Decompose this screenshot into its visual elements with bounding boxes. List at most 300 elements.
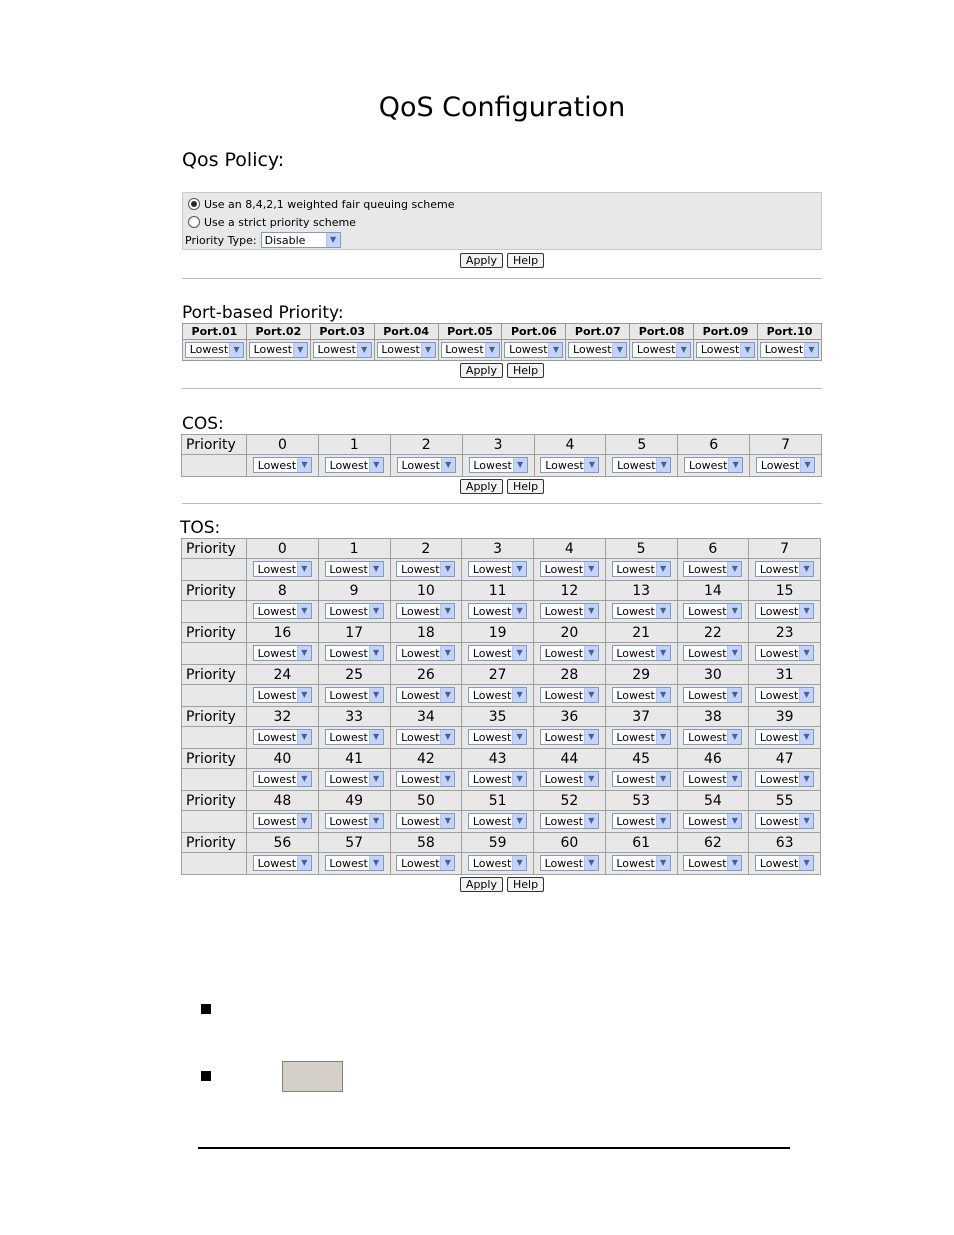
port-header: Port.08: [630, 324, 694, 340]
priority-level: 58: [390, 833, 462, 853]
chevron-down-icon: ▼: [297, 458, 311, 472]
priority-level: 11: [462, 581, 534, 601]
priority-select-value: Lowest: [401, 458, 440, 472]
priority-select-cell: [390, 811, 462, 833]
priority-level: 21: [605, 623, 677, 643]
blank-cell: [182, 559, 247, 581]
cos-apply-button[interactable]: Apply: [460, 479, 503, 494]
chevron-down-icon: ▼: [727, 604, 741, 618]
priority-select-cell: [247, 685, 319, 707]
priority-select-value: Lowest: [764, 343, 804, 357]
priority-type-select[interactable]: [261, 232, 341, 248]
priority-select[interactable]: [755, 645, 814, 661]
priority-select[interactable]: [612, 561, 671, 577]
chevron-down-icon: ▼: [297, 856, 311, 870]
priority-select-value: Lowest: [544, 688, 584, 702]
chevron-down-icon: ▼: [440, 562, 454, 576]
priority-select-value: Lowest: [688, 814, 727, 828]
priority-select-value: Lowest: [257, 458, 297, 472]
chevron-down-icon: ▼: [727, 730, 741, 744]
priority-level: 32: [247, 707, 319, 727]
port-priority-cell: [566, 340, 630, 361]
priority-select-value: Lowest: [544, 730, 584, 744]
chevron-down-icon: ▼: [512, 856, 526, 870]
chevron-down-icon: ▼: [440, 814, 454, 828]
priority-select-value: Lowest: [329, 646, 368, 660]
priority-select[interactable]: [325, 645, 384, 661]
chevron-down-icon: ▼: [369, 562, 383, 576]
priority-select[interactable]: [540, 603, 599, 619]
priority-select-cell: [749, 643, 821, 665]
priority-select-value: Lowest: [759, 856, 799, 870]
qos-policy-apply-button[interactable]: Apply: [460, 253, 503, 268]
priority-select-cell: [749, 811, 821, 833]
priority-select[interactable]: [683, 687, 742, 703]
priority-select-value: Lowest: [472, 688, 512, 702]
priority-select[interactable]: [612, 813, 671, 829]
tos-title: TOS:: [180, 518, 221, 538]
chevron-down-icon: ▼: [297, 562, 311, 576]
priority-select-cell: [318, 727, 390, 749]
priority-select-value: Lowest: [257, 688, 297, 702]
priority-select[interactable]: [612, 855, 671, 871]
priority-select[interactable]: [760, 342, 819, 358]
priority-select-value: Lowest: [759, 730, 799, 744]
priority-select-cell: [318, 685, 390, 707]
priority-level: 6: [678, 435, 750, 455]
chevron-down-icon: ▼: [800, 458, 814, 472]
priority-select[interactable]: [683, 771, 742, 787]
priority-select-cell: [247, 727, 319, 749]
chevron-down-icon: ▼: [440, 646, 454, 660]
priority-select-cell: [606, 455, 678, 477]
priority-select-cell: [677, 811, 749, 833]
priority-select[interactable]: [540, 813, 599, 829]
priority-level: 3: [462, 435, 534, 455]
priority-select-value: Lowest: [329, 814, 368, 828]
priority-select[interactable]: [469, 457, 528, 473]
priority-select[interactable]: [396, 603, 455, 619]
priority-level: 20: [534, 623, 606, 643]
priority-select[interactable]: [755, 771, 814, 787]
strict-scheme-radio[interactable]: [188, 216, 200, 228]
priority-select[interactable]: [755, 687, 814, 703]
priority-select[interactable]: [468, 729, 527, 745]
chevron-down-icon: ▼: [799, 772, 813, 786]
chevron-down-icon: ▼: [512, 562, 526, 576]
priority-select-value: Lowest: [688, 646, 727, 660]
chevron-down-icon: ▼: [297, 730, 311, 744]
priority-select-cell: [390, 643, 462, 665]
priority-select[interactable]: [468, 813, 527, 829]
priority-select-cell: [534, 727, 606, 749]
chevron-down-icon: ▼: [513, 458, 527, 472]
priority-select-value: Lowest: [329, 730, 368, 744]
priority-select[interactable]: [397, 457, 456, 473]
priority-select-value: Lowest: [688, 688, 727, 702]
chevron-down-icon: ▼: [512, 814, 526, 828]
priority-level: 8: [247, 581, 319, 601]
priority-select[interactable]: [540, 771, 599, 787]
priority-select-cell: [534, 601, 606, 623]
priority-select-cell: [677, 727, 749, 749]
priority-level: 46: [677, 749, 749, 769]
divider: [182, 278, 822, 279]
priority-level: 5: [606, 435, 678, 455]
priority-select[interactable]: [468, 855, 527, 871]
priority-select[interactable]: [325, 561, 384, 577]
priority-select-cell: [534, 559, 606, 581]
blank-cell: [182, 601, 247, 623]
priority-level: 44: [534, 749, 606, 769]
chevron-down-icon: ▼: [656, 458, 670, 472]
priority-level: 10: [390, 581, 462, 601]
chevron-down-icon: ▼: [728, 458, 742, 472]
priority-level: 28: [534, 665, 606, 685]
priority-select[interactable]: [396, 645, 455, 661]
chevron-down-icon: ▼: [727, 772, 741, 786]
chevron-down-icon: ▼: [297, 772, 311, 786]
blank-cell: [182, 455, 247, 477]
qos-policy-help-button[interactable]: Help: [507, 253, 544, 268]
priority-row-label: Priority: [182, 581, 247, 601]
priority-select-cell: [247, 601, 319, 623]
priority-select-cell: [534, 853, 606, 875]
cos-help-button[interactable]: Help: [507, 479, 544, 494]
priority-select[interactable]: [568, 342, 627, 358]
priority-select[interactable]: [696, 342, 755, 358]
chevron-down-icon: ▼: [297, 814, 311, 828]
priority-select[interactable]: [396, 771, 455, 787]
chevron-down-icon: ▼: [369, 604, 383, 618]
priority-level: 3: [462, 539, 534, 559]
priority-select[interactable]: [253, 457, 312, 473]
chevron-down-icon: ▼: [676, 343, 690, 357]
priority-select-value: Lowest: [544, 772, 584, 786]
priority-select[interactable]: [468, 645, 527, 661]
priority-select-cell: [605, 643, 677, 665]
priority-level: 43: [462, 749, 534, 769]
priority-select-value: Lowest: [329, 562, 368, 576]
priority-level: 9: [318, 581, 390, 601]
chevron-down-icon: ▼: [727, 814, 741, 828]
priority-select[interactable]: [253, 855, 312, 871]
priority-select-value: Lowest: [401, 604, 440, 618]
chevron-down-icon: ▼: [421, 343, 435, 357]
priority-select-cell: [318, 853, 390, 875]
strict-scheme-option[interactable]: [183, 213, 821, 231]
priority-select[interactable]: [540, 687, 599, 703]
footer-rule: [198, 1147, 790, 1149]
priority-select[interactable]: [683, 729, 742, 745]
priority-select[interactable]: [253, 729, 312, 745]
priority-level: 29: [605, 665, 677, 685]
priority-select-value: Lowest: [616, 772, 655, 786]
priority-select-cell: [677, 685, 749, 707]
weighted-scheme-option[interactable]: [183, 195, 821, 213]
priority-select-cell: [605, 769, 677, 791]
priority-select[interactable]: [468, 603, 527, 619]
priority-level: 63: [749, 833, 821, 853]
priority-level: 22: [677, 623, 749, 643]
priority-level: 2: [390, 435, 462, 455]
priority-select[interactable]: [683, 813, 742, 829]
priority-select-value: Lowest: [472, 730, 512, 744]
priority-select[interactable]: [612, 771, 671, 787]
tos-apply-button[interactable]: Apply: [460, 877, 503, 892]
priority-select-value: Lowest: [759, 688, 799, 702]
priority-select-cell: [605, 811, 677, 833]
priority-level: 33: [318, 707, 390, 727]
priority-select-cell: [247, 455, 319, 477]
priority-select-value: Lowest: [401, 730, 440, 744]
priority-select[interactable]: [755, 561, 814, 577]
priority-select[interactable]: [683, 855, 742, 871]
priority-select-value: Lowest: [544, 646, 584, 660]
priority-select[interactable]: [612, 645, 671, 661]
priority-select-value: Lowest: [544, 814, 584, 828]
priority-select[interactable]: [396, 729, 455, 745]
priority-select-cell: [749, 559, 821, 581]
chevron-down-icon: ▼: [548, 343, 562, 357]
cos-table: [181, 434, 822, 477]
priority-select[interactable]: [396, 561, 455, 577]
priority-select-value: Lowest: [616, 688, 655, 702]
chevron-down-icon: ▼: [512, 604, 526, 618]
priority-select[interactable]: [441, 342, 500, 358]
chevron-down-icon: ▼: [804, 343, 818, 357]
chevron-down-icon: ▼: [656, 856, 670, 870]
priority-select[interactable]: [683, 561, 742, 577]
priority-select[interactable]: [325, 813, 384, 829]
priority-select[interactable]: [253, 771, 312, 787]
priority-level: 6: [677, 539, 749, 559]
port-priority-cell: [438, 340, 502, 361]
priority-select-value: Lowest: [253, 343, 293, 357]
priority-select-cell: [462, 601, 534, 623]
chevron-down-icon: ▼: [369, 856, 383, 870]
tos-help-button[interactable]: Help: [507, 877, 544, 892]
priority-select-value: Lowest: [257, 772, 297, 786]
priority-level: 25: [318, 665, 390, 685]
priority-select[interactable]: [612, 687, 671, 703]
cos-buttons: [182, 479, 822, 494]
priority-select-value: Lowest: [381, 343, 420, 357]
priority-select[interactable]: [632, 342, 691, 358]
priority-row-label: Priority: [182, 833, 247, 853]
priority-select[interactable]: [540, 855, 599, 871]
priority-select-cell: [750, 455, 822, 477]
divider: [182, 388, 822, 389]
priority-select-value: Lowest: [759, 604, 799, 618]
chevron-down-icon: ▼: [727, 856, 741, 870]
priority-select[interactable]: [396, 855, 455, 871]
priority-select[interactable]: [253, 561, 312, 577]
priority-select-value: Lowest: [544, 604, 584, 618]
priority-select[interactable]: [468, 561, 527, 577]
priority-select[interactable]: [253, 603, 312, 619]
priority-select[interactable]: [755, 813, 814, 829]
priority-select-cell: [318, 769, 390, 791]
priority-select-cell: [390, 727, 462, 749]
chevron-down-icon: ▼: [799, 604, 813, 618]
priority-select[interactable]: [755, 855, 814, 871]
priority-select[interactable]: [612, 457, 671, 473]
priority-select-value: Lowest: [759, 772, 799, 786]
qos-policy-title: Qos Policy:: [182, 149, 285, 171]
priority-select-value: Lowest: [616, 856, 655, 870]
port-priority-apply-button[interactable]: Apply: [460, 363, 503, 378]
priority-row-label: Priority: [182, 791, 247, 811]
priority-select-cell: [247, 853, 319, 875]
chevron-down-icon: ▼: [229, 343, 243, 357]
port-header: Port.04: [374, 324, 438, 340]
qos-policy-panel: [182, 192, 822, 250]
square-bullet-icon: [201, 1004, 211, 1014]
priority-level: 36: [534, 707, 606, 727]
priority-level: 37: [605, 707, 677, 727]
priority-select[interactable]: [540, 457, 599, 473]
port-priority-cell: [246, 340, 310, 361]
port-priority-buttons: [182, 363, 822, 378]
chevron-down-icon: ▼: [369, 458, 383, 472]
weighted-scheme-label: Use an 8,4,2,1 weighted fair queuing scheme: [204, 197, 455, 211]
priority-select[interactable]: [253, 687, 312, 703]
priority-select[interactable]: [468, 687, 527, 703]
priority-level: 1: [318, 539, 390, 559]
priority-level: 51: [462, 791, 534, 811]
priority-select-value: Lowest: [616, 604, 655, 618]
priority-select[interactable]: [396, 813, 455, 829]
chevron-down-icon: ▼: [656, 604, 670, 618]
port-priority-help-button[interactable]: Help: [507, 363, 544, 378]
chevron-down-icon: ▼: [512, 646, 526, 660]
priority-level: 56: [247, 833, 319, 853]
priority-select[interactable]: [249, 342, 308, 358]
chevron-down-icon: ▼: [369, 772, 383, 786]
priority-select-value: Lowest: [688, 604, 727, 618]
port-header: Port.03: [310, 324, 374, 340]
priority-select-cell: [749, 769, 821, 791]
priority-select[interactable]: [185, 342, 244, 358]
priority-select-value: Lowest: [472, 814, 512, 828]
priority-select-value: Lowest: [445, 343, 484, 357]
priority-select-cell: [318, 601, 390, 623]
priority-select-cell: [605, 559, 677, 581]
priority-level: 13: [605, 581, 677, 601]
priority-select[interactable]: [253, 813, 312, 829]
priority-select-cell: [318, 455, 390, 477]
priority-select-cell: [390, 769, 462, 791]
priority-select[interactable]: [325, 603, 384, 619]
chevron-down-icon: ▼: [584, 458, 598, 472]
priority-row-label: Priority: [182, 539, 247, 559]
priority-select-cell: [605, 727, 677, 749]
square-bullet-icon: [201, 1071, 211, 1081]
priority-select-value: Lowest: [257, 646, 297, 660]
priority-select[interactable]: [683, 603, 742, 619]
priority-select[interactable]: [540, 729, 599, 745]
priority-select[interactable]: [325, 687, 384, 703]
port-header: Port.02: [246, 324, 310, 340]
priority-row-label: Priority: [182, 707, 247, 727]
priority-select[interactable]: [683, 645, 742, 661]
chevron-down-icon: ▼: [440, 772, 454, 786]
priority-row-label: Priority: [182, 435, 247, 455]
priority-select[interactable]: [325, 855, 384, 871]
priority-select-value: Lowest: [329, 458, 369, 472]
port-header: Port.10: [758, 324, 822, 340]
chevron-down-icon: ▼: [584, 856, 598, 870]
priority-select-value: Lowest: [688, 730, 727, 744]
priority-select[interactable]: [377, 342, 436, 358]
priority-level: 1: [318, 435, 390, 455]
priority-select-cell: [749, 685, 821, 707]
priority-select-cell: [247, 559, 319, 581]
priority-select[interactable]: [325, 771, 384, 787]
priority-select[interactable]: [612, 729, 671, 745]
chevron-down-icon: ▼: [293, 343, 307, 357]
priority-type-label: Priority Type:: [185, 233, 257, 247]
priority-select-cell: [462, 643, 534, 665]
priority-select[interactable]: [325, 457, 384, 473]
priority-select-cell: [462, 685, 534, 707]
chevron-down-icon: ▼: [656, 646, 670, 660]
priority-select[interactable]: [756, 457, 815, 473]
priority-select-value: Lowest: [760, 458, 800, 472]
priority-select[interactable]: [755, 603, 814, 619]
priority-type-row: [183, 231, 821, 249]
weighted-scheme-radio[interactable]: [188, 198, 200, 210]
priority-select[interactable]: [755, 729, 814, 745]
priority-select[interactable]: [504, 342, 563, 358]
priority-select-value: Lowest: [257, 856, 297, 870]
priority-select[interactable]: [253, 645, 312, 661]
priority-select-cell: [678, 455, 750, 477]
chevron-down-icon: ▼: [369, 730, 383, 744]
priority-select-value: Lowest: [545, 458, 584, 472]
priority-select-value: Lowest: [573, 343, 612, 357]
priority-select-cell: [677, 853, 749, 875]
priority-select-cell: [390, 601, 462, 623]
priority-select[interactable]: [313, 342, 372, 358]
priority-select[interactable]: [540, 561, 599, 577]
chevron-down-icon: ▼: [799, 646, 813, 660]
priority-select[interactable]: [325, 729, 384, 745]
priority-select-cell: [462, 727, 534, 749]
priority-row-label: Priority: [182, 665, 247, 685]
cos-title: COS:: [182, 414, 224, 434]
priority-select[interactable]: [468, 771, 527, 787]
priority-level: 55: [749, 791, 821, 811]
priority-select-value: Lowest: [688, 562, 727, 576]
priority-select-cell: [749, 601, 821, 623]
priority-level: 27: [462, 665, 534, 685]
priority-select[interactable]: [396, 687, 455, 703]
port-priority-cell: [630, 340, 694, 361]
gray-button[interactable]: [282, 1061, 343, 1092]
blank-cell: [182, 811, 247, 833]
priority-select-value: Lowest: [700, 343, 740, 357]
priority-select[interactable]: [684, 457, 743, 473]
priority-select-cell: [318, 559, 390, 581]
priority-select[interactable]: [612, 603, 671, 619]
priority-select-cell: [318, 811, 390, 833]
priority-select[interactable]: [540, 645, 599, 661]
priority-level: 39: [749, 707, 821, 727]
priority-select-value: Lowest: [759, 814, 799, 828]
priority-level: 50: [390, 791, 462, 811]
